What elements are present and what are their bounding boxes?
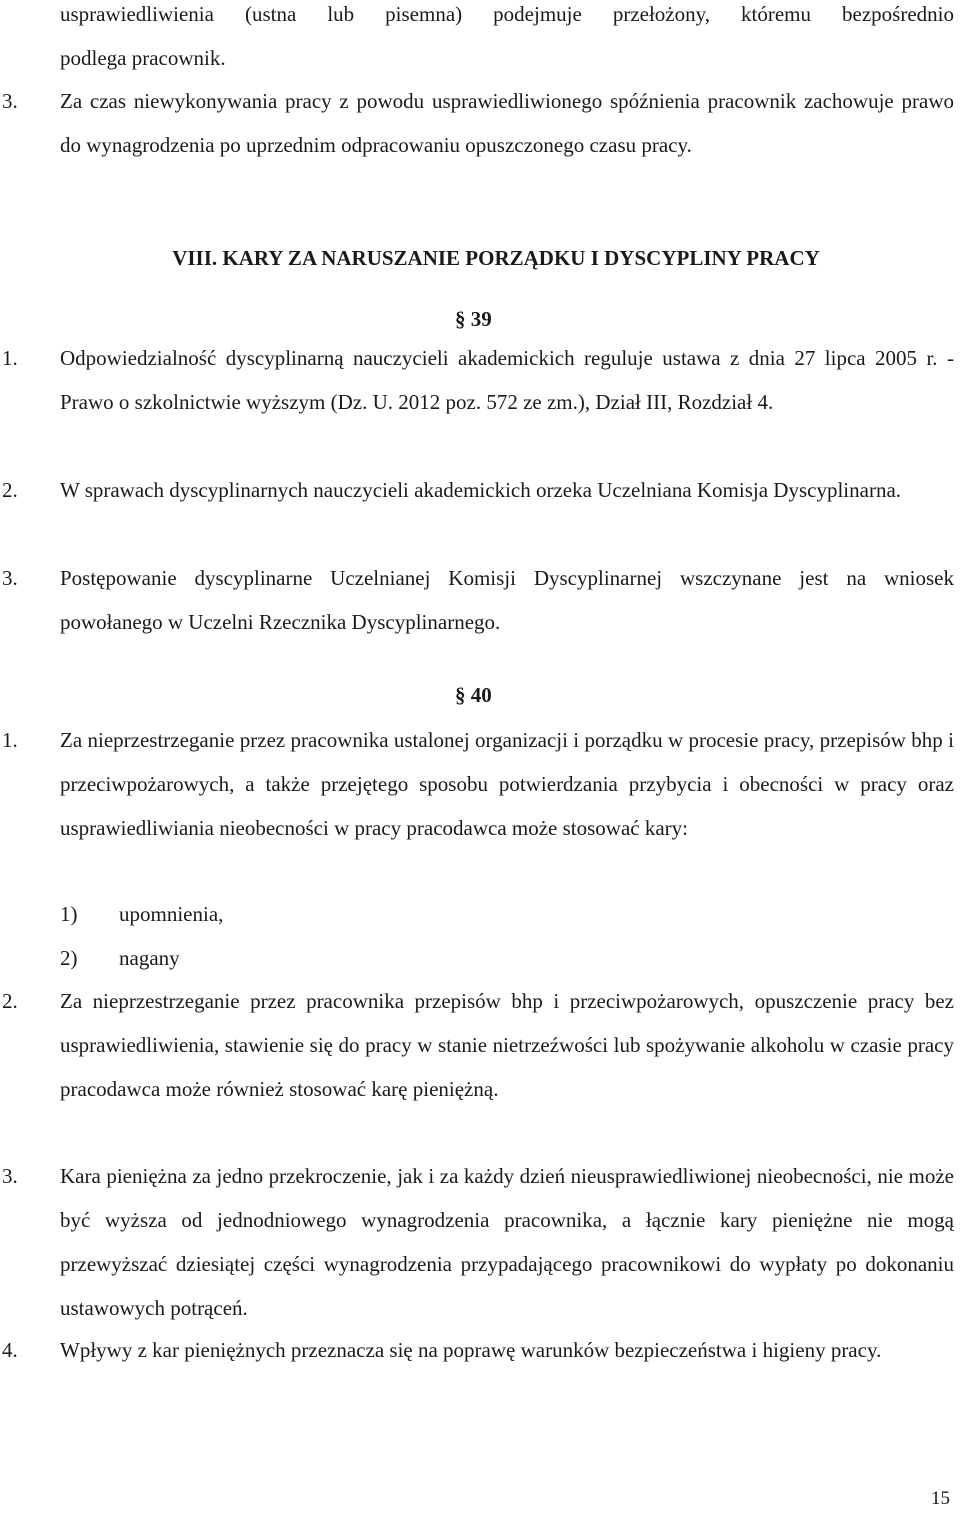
item-text: Postępowanie dyscyplinarne Uczelnianej Komisji Dyscyplinarnej wszczynane jest na wniosek powołanego w Uczelni Rzecznika Dyscyplinarnego. (60, 566, 954, 634)
sub-item-text: nagany (119, 946, 180, 970)
section-39-label: § 39 (455, 307, 492, 331)
sub-item-text: upomnienia, (119, 902, 224, 926)
section-40-label: § 40 (455, 683, 492, 707)
item-number: 3. (2, 1164, 18, 1188)
item-number: 3. (2, 566, 18, 590)
item-text: Wpływy z kar pieniężnych przeznacza się na poprawę warunków bezpieczeństwa i higieny pracy. (60, 1338, 882, 1362)
item-text: Kara pieniężna za jedno przekroczenie, jak i za każdy dzień nieusprawiedliwionej nieobecności, nie może być wyższa od jednodniowego wynagrodzenia pracownika, a łącznie kary pieniężne nie mogą przewyższać dziesiątej części wynagrodzenia przypadającego pracownikowi do wypłaty po dokonaniu ustawowych potrąceń. (60, 1164, 954, 1320)
item-text: Odpowiedzialność dyscyplinarną nauczycieli akademickich reguluje ustawa z dnia 27 lipca 2005 r. - Prawo o szkolnictwie wyższym (Dz. U. 2012 poz. 572 ze zm.), Dział III, Rozdział 4. (60, 346, 954, 414)
page-number: 15 (931, 1488, 950, 1509)
item-number: 2. (2, 478, 18, 502)
chapter-heading: VIII. KARY ZA NARUSZANIE PORZĄDKU I DYSCYPLINY PRACY (172, 246, 820, 270)
sub-item-number: 2) (60, 946, 78, 970)
item-number: 1. (2, 728, 18, 752)
item-number: 2. (2, 989, 18, 1013)
item-text: Za nieprzestrzeganie przez pracownika przepisów bhp i przeciwpożarowych, opuszczenie pracy bez usprawiedliwienia, stawienie się do pracy w stanie nietrzeźwości lub spożywanie alkoholu w czasie pracy pracodawca może również stosować karę pieniężną. (60, 989, 954, 1101)
sub-item-number: 1) (60, 902, 78, 926)
paragraph-text: Za czas niewykonywania pracy z powodu usprawiedliwionego spóźnienia pracownik zachowuje prawo do wynagrodzenia po uprzednim odpracowaniu opuszczonego czasu pracy. (60, 89, 954, 157)
item-number: 1. (2, 346, 18, 370)
paragraph-number: 3. (2, 89, 18, 113)
continuation-line-2: podlega pracownik. (60, 46, 226, 70)
item-text: Za nieprzestrzeganie przez pracownika ustalonej organizacji i porządku w procesie pracy, przepisów bhp i przeciwpożarowych, a także przejętego sposobu potwierdzania przybycia i obecności w pracy oraz usprawiedliwiania nieobecności w pracy pracodawca może stosować kary: (60, 728, 954, 840)
sub-item-1 (60, 892, 223, 936)
continuation-line-1: usprawiedliwienia (ustna lub pisemna) podejmuje przełożony, któremu bezpośrednio (60, 2, 954, 26)
item-text: W sprawach dyscyplinarnych nauczycieli akademickich orzeka Uczelniana Komisja Dyscyplinarna. (60, 478, 902, 502)
item-number: 4. (2, 1338, 18, 1362)
sub-item-2 (60, 936, 180, 980)
